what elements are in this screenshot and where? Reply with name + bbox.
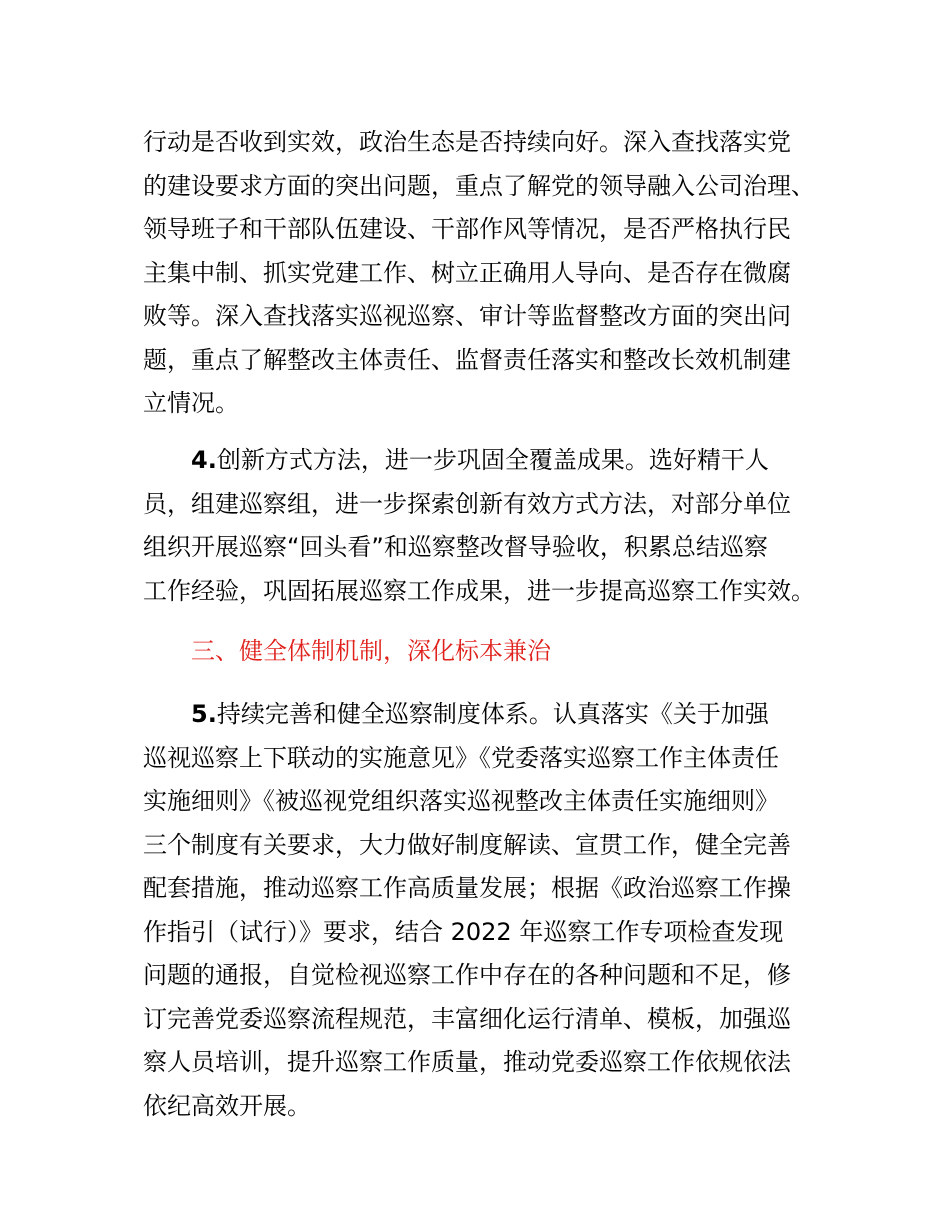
item-number: 4. <box>191 446 217 474</box>
section-heading <box>143 630 823 674</box>
text-line <box>143 693 823 737</box>
text-line: 败等。深入查找落实巡视巡察、审计等监督整改方面的突出问 <box>143 302 791 330</box>
text-line: 实施细则》《被巡视党组织落实巡视整改主体责任实施细则》 <box>143 787 779 815</box>
item-text: 创新方式方法，进一步巩固全覆盖成果。选好精干人 <box>216 446 769 474</box>
paragraph-continuation <box>143 121 823 426</box>
text-line: 巡视巡察上下联动的实施意见》《党委落实巡察工作主体责任 <box>143 743 779 772</box>
text-line: 订完善党委巡察流程规范，丰富细化运行清单、模板，加强巡 <box>143 1004 791 1033</box>
text-line: 员，组建巡察组，进一步探索创新有效方式方法，对部分单位 <box>143 489 791 518</box>
text-line <box>143 439 823 483</box>
text-line: 三个制度有关要求，大力做好制度解读、宣贯工作，健全完善 <box>143 830 791 859</box>
text-line: 题，重点了解整改主体责任、监督责任落实和整改长效机制建 <box>143 345 791 374</box>
text-line: 配套措施，推动巡察工作高质量发展；根据《政治巡察工作操 <box>143 874 791 902</box>
text-line: 的建设要求方面的突出问题，重点了解党的领导融入公司治理、 <box>143 171 815 200</box>
text-line: 察人员培训，提升巡察工作质量，推动党委巡察工作依规依法 <box>143 1048 791 1076</box>
item-text: 持续完善和健全巡察制度体系。认真落实《关于加强 <box>216 700 769 728</box>
text-line: 立情况。 <box>143 389 239 417</box>
text-line: 主集中制、抓实党建工作、树立正确用人导向、是否存在微腐 <box>143 258 791 287</box>
text-line: 领导班子和干部队伍建设、干部作风等情况，是否严格执行民 <box>143 215 791 243</box>
text-line: 问题的通报，自觉检视巡察工作中存在的各种问题和不足，修 <box>143 961 791 989</box>
item-number: 5. <box>191 700 217 728</box>
item-5-paragraph <box>143 693 823 1128</box>
text-line: 作指引（试行）》要求，结合 2022 年巡察工作专项检查发现 <box>143 917 784 946</box>
text-line: 组织开展巡察“回头看”和巡察整改督导验收，积累总结巡察 <box>143 533 768 561</box>
text-line: 行动是否收到实效，政治生态是否持续向好。深入查找落实党 <box>143 128 791 156</box>
text-line: 工作经验，巩固拓展巡察工作成果，进一步提高巡察工作实效。 <box>143 576 815 605</box>
item-4-paragraph <box>143 439 823 613</box>
text-line: 依纪高效开展。 <box>143 1091 311 1120</box>
section-heading-text: 三、健全体制机制，深化标本兼治 <box>191 637 551 665</box>
